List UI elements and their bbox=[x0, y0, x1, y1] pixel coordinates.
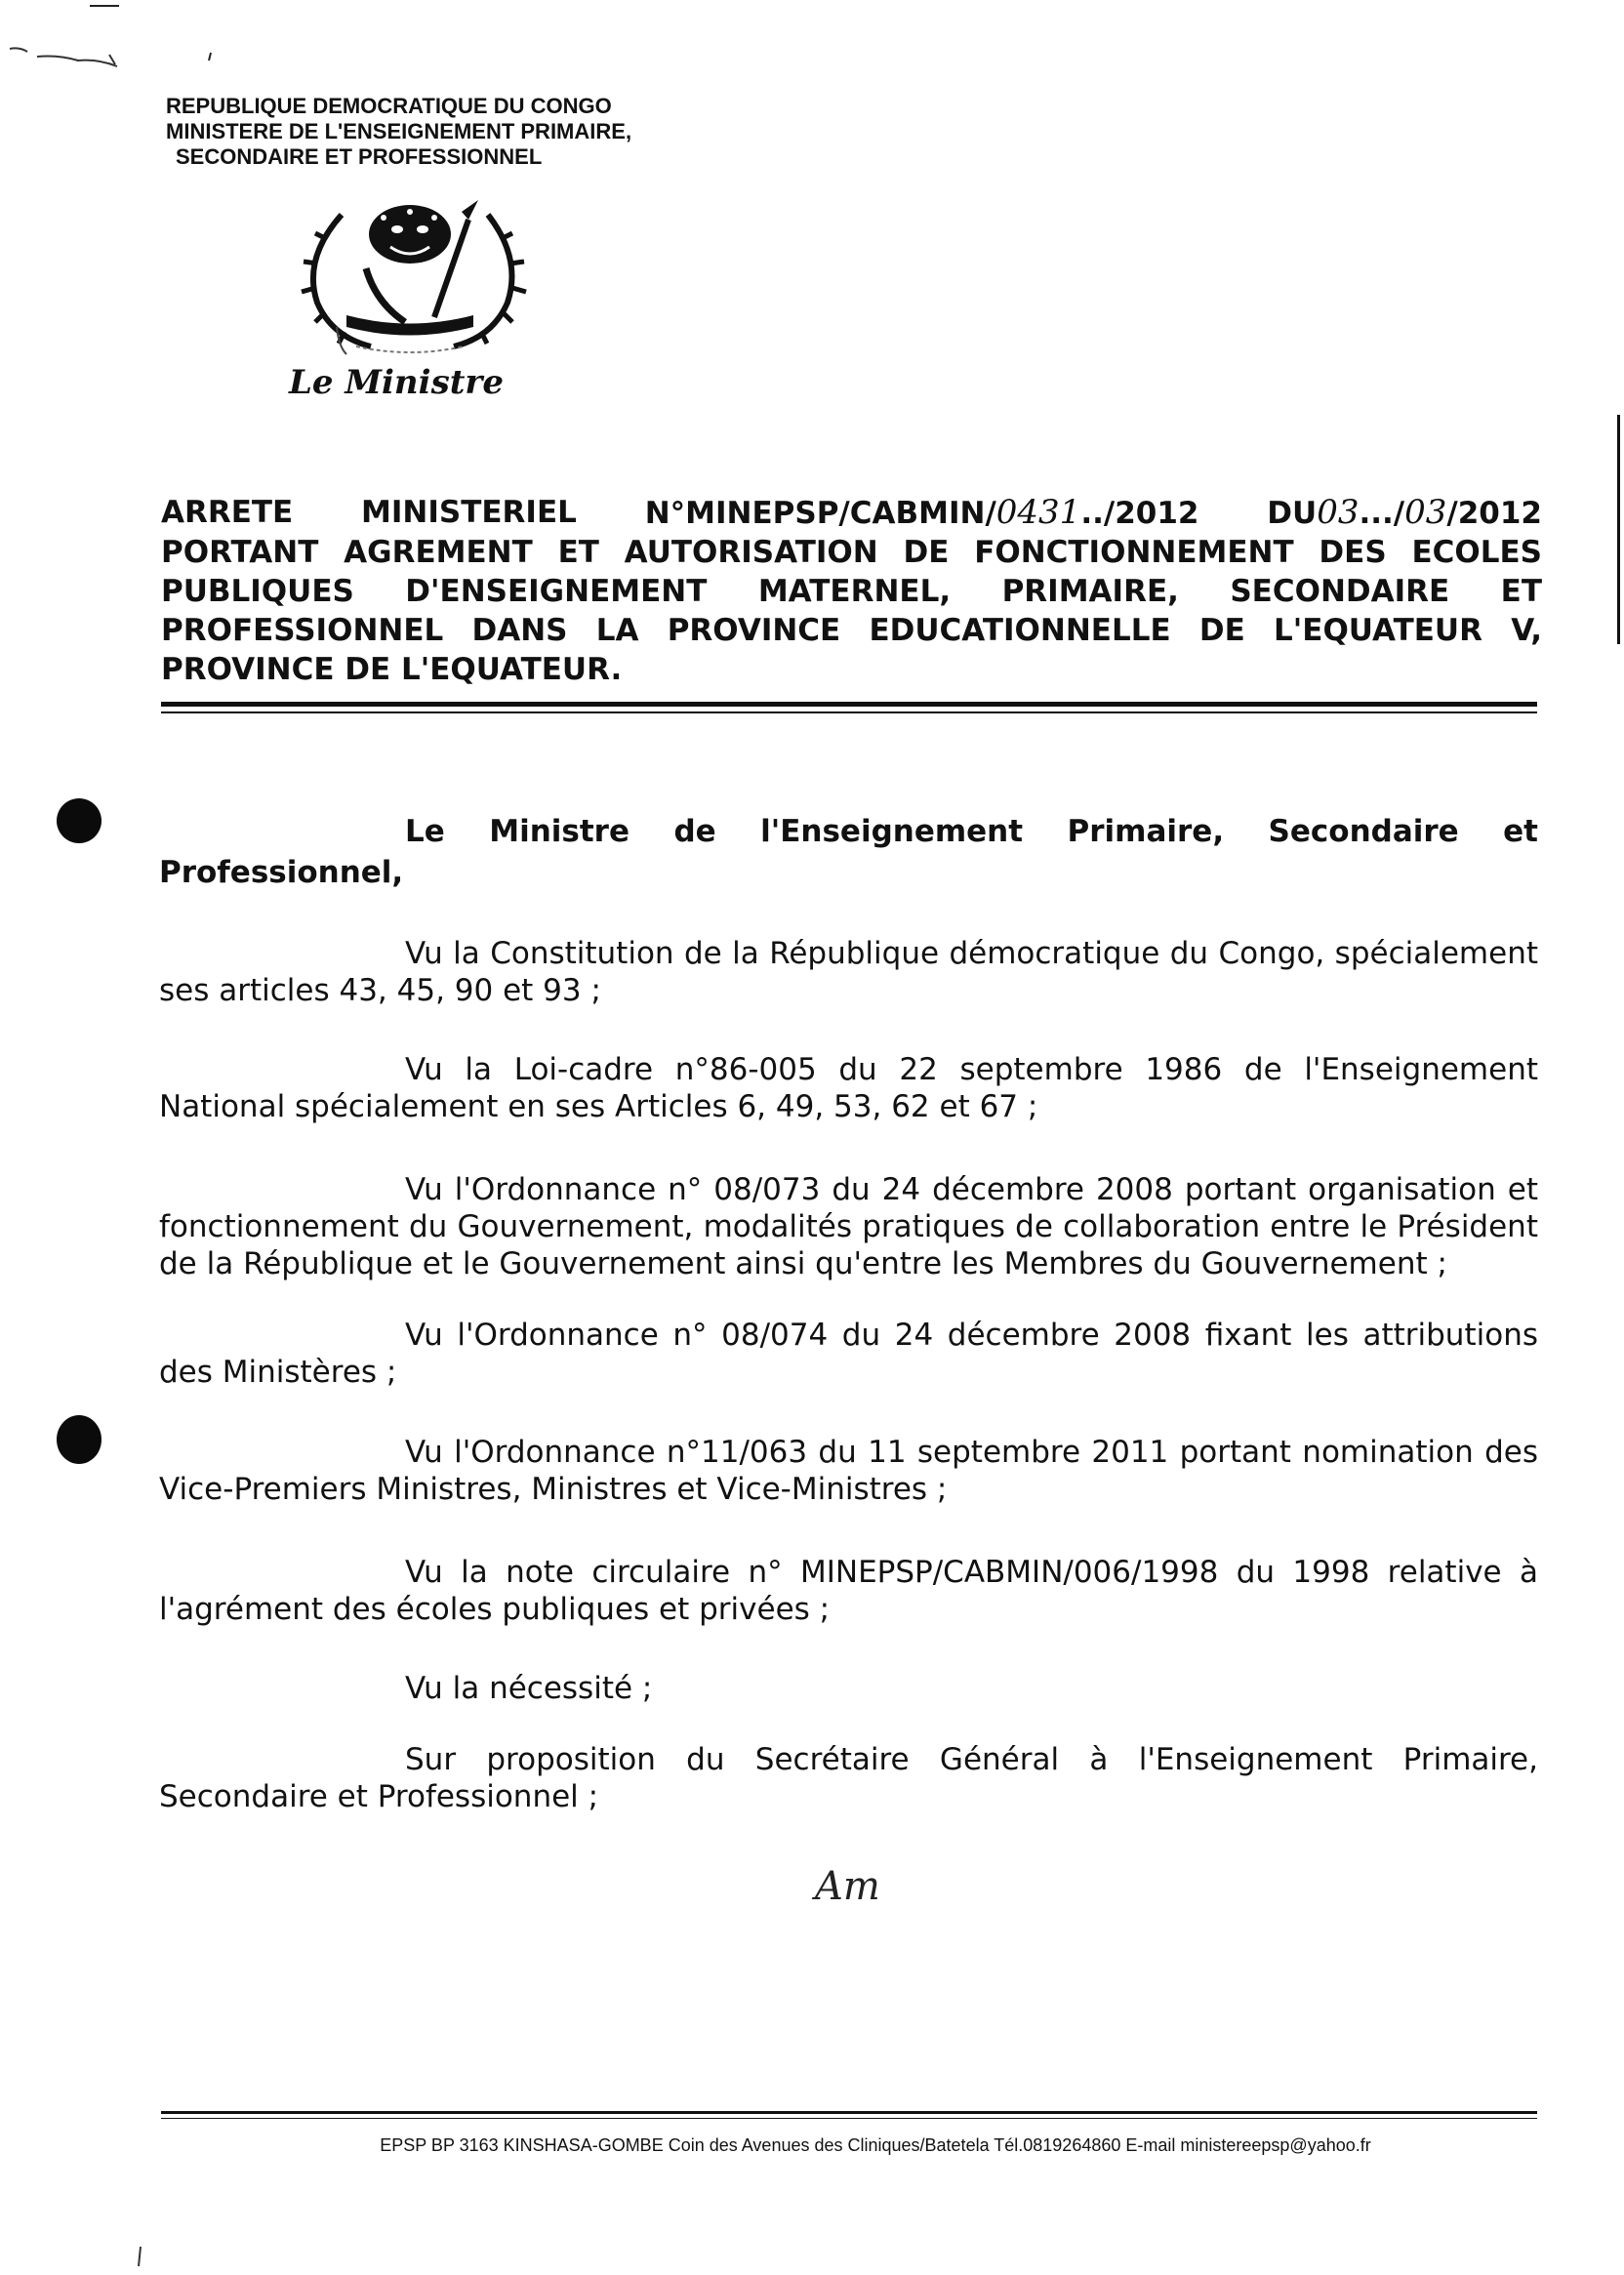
minister-signature-heading: Le Ministre bbox=[289, 363, 504, 402]
decree-reference-line bbox=[161, 493, 1542, 533]
considerant-necessite: Vu la nécessité ; bbox=[405, 1671, 653, 1706]
punch-hole-bottom bbox=[57, 1415, 102, 1464]
considerant-constitution: Vu la Constitution de la République démocratique du Congo, spécialement ses articles 43, 45, 90 et 93 ; bbox=[159, 936, 1538, 1008]
footer-address: EPSP BP 3163 KINSHASA-GOMBE Coin des Avenues des Cliniques/Batetela Tél.0819264860 E-mail ministereepsp@yahoo.fr bbox=[380, 2135, 1371, 2155]
considerant-ordonnance-08-073: Vu l'Ordonnance n° 08/073 du 24 décembre 2008 portant organisation et fonctionnement du Gouvernement, modalités pratiques de collaboration entre le Président de la République et le Gouvernement ainsi qu'entre les Membres du Gouvernement ; bbox=[159, 1172, 1538, 1281]
title-line-4: PROFESSIONNEL DANS LA PROVINCE EDUCATIONNELLE DE L'EQUATEUR V, bbox=[161, 613, 1542, 648]
considerant-loi-cadre: Vu la Loi-cadre n°86-005 du 22 septembre 1986 de l'Enseignement National spécialement en ses Articles 6, 49, 53, 62 et 67 ; bbox=[159, 1052, 1538, 1124]
title-line-2: PORTANT AGREMENT ET AUTORISATION DE FONCTIONNEMENT DES ECOLES bbox=[161, 535, 1542, 570]
considerant-note-circulaire: Vu la note circulaire n° MINEPSP/CABMIN/006/1998 du 1998 relative à l'agrément des écoles publiques et privées ; bbox=[159, 1555, 1538, 1627]
header-ministry: MINISTERE DE L'ENSEIGNEMENT PRIMAIRE, bbox=[166, 119, 632, 143]
handwritten-initials: Am bbox=[815, 1864, 880, 1909]
title-line-3: PUBLIQUES D'ENSEIGNEMENT MATERNEL, PRIMAIRE, SECONDAIRE ET bbox=[161, 574, 1542, 609]
scan-marks-bottom bbox=[127, 2245, 166, 2274]
title-word-arrete: ARRETE bbox=[161, 495, 294, 530]
preamble-minister: Le Ministre de l'Enseignement Primaire, Secondaire et Professionnel, bbox=[159, 814, 1538, 890]
title-line-5: PROVINCE DE L'EQUATEUR. bbox=[161, 652, 623, 687]
decree-title bbox=[161, 493, 1542, 689]
scan-marks bbox=[0, 0, 234, 78]
handwritten-day: 03 bbox=[1317, 493, 1360, 532]
title-word-ministeriel: MINISTERIEL bbox=[361, 495, 577, 530]
handwritten-month: 03 bbox=[1404, 493, 1447, 532]
handwritten-number: 0431 bbox=[995, 493, 1081, 532]
considerant-ordonnance-11-063: Vu l'Ordonnance n°11/063 du 11 septembre 2011 portant nomination des Vice-Premiers Ministres, Ministres et Vice-Ministres ; bbox=[159, 1435, 1538, 1507]
header-ministry-cont: SECONDAIRE ET PROFESSIONNEL bbox=[176, 144, 543, 169]
decree-date: DU03.../03/2012 bbox=[1267, 493, 1542, 532]
considerant-proposition: Sur proposition du Secrétaire Général à l'Enseignement Primaire, Secondaire et Professionnel ; bbox=[159, 1742, 1538, 1814]
footer-divider-thin bbox=[161, 2118, 1537, 2119]
footer-divider-thick bbox=[161, 2111, 1537, 2114]
coat-of-arms-emblem bbox=[288, 190, 532, 361]
punch-hole-top bbox=[57, 798, 102, 843]
scan-edge-mark bbox=[1617, 415, 1620, 644]
decree-number: N°MINEPSP/CABMIN/0431../2012 bbox=[644, 493, 1199, 532]
header-country: REPUBLIQUE DEMOCRATIQUE DU CONGO bbox=[166, 94, 612, 118]
title-divider-thin bbox=[161, 711, 1537, 713]
title-divider-thick bbox=[161, 702, 1537, 707]
considerant-ordonnance-08-074: Vu l'Ordonnance n° 08/074 du 24 décembre 2008 fixant les attributions des Ministères ; bbox=[159, 1318, 1538, 1390]
